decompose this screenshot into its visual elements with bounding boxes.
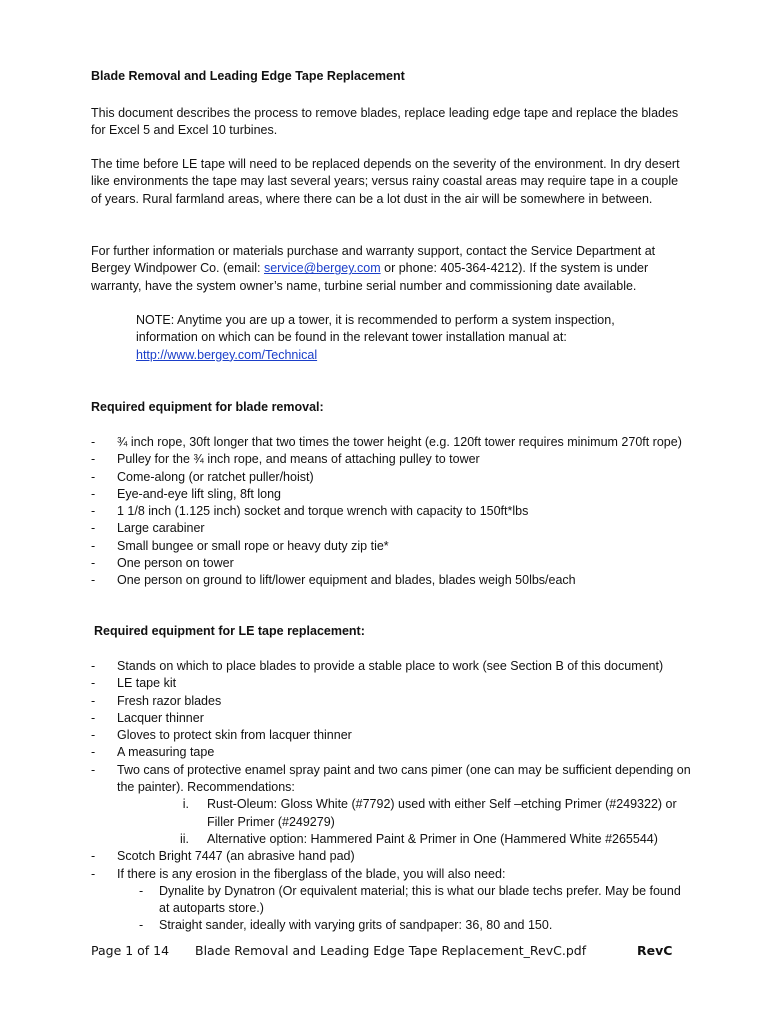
list-item: [91, 866, 691, 935]
recommendation-number: i.: [182, 797, 189, 812]
note-block: [136, 312, 676, 364]
note-text: NOTE: Anytime you are up a tower, it is recommended to perform a system inspection, information on which can be found in the relevant tower installation manual at:: [136, 313, 615, 345]
list-item: - Pulley for the ¾ inch rope, and means of attaching pulley to tower: [91, 451, 691, 468]
contact-paragraph: [91, 243, 691, 295]
contact-text-after: or phone: 405-364-4212). If the system is under warranty, have the system owner’s name, turbine serial number and commissioning date available.: [91, 261, 649, 293]
paint-item-text: Two cans of protective enamel spray paint and two cans pimer (one can may be sufficient depending on the painter). Recommendations:: [117, 762, 691, 795]
list-item: - Gloves to protect skin from lacquer thinner: [91, 727, 691, 744]
list-item: - A measuring tape: [91, 744, 691, 761]
service-email-link[interactable]: service@bergey.com: [263, 261, 381, 276]
list-item: - Lacquer thinner: [91, 710, 691, 727]
document-title: Blade Removal and Leading Edge Tape Replacement: [91, 69, 405, 83]
list-item: - Large carabiner: [91, 520, 691, 537]
footer-page-number: Page 1 of 14: [91, 943, 170, 958]
list-item: - Stands on which to place blades to provide a stable place to work (see Section B of this document): [91, 658, 691, 675]
erosion-sub-item: - Dynalite by Dynatron (Or equivalent material; this is what our blade techs prefer. May be found at autoparts store.): [139, 883, 681, 916]
removal-equipment-list: [91, 434, 691, 590]
recommendation-text: Rust-Oleum: Gloss White (#7792) used with either Self –etching Primer (#249322) or Filler Primer (#249279): [207, 797, 677, 829]
footer-filename: Blade Removal and Leading Edge Tape Replacement_RevC.pdf: [195, 943, 587, 958]
recommendation-number: ii.: [179, 831, 189, 846]
list-item: - Fresh razor blades: [91, 693, 691, 710]
contact-text-before: For further information or materials purchase and warranty support, contact the Service Department at Bergey Windpower Co. (email:: [91, 244, 656, 276]
erosion-sub-item: - Straight sander, ideally with varying grits of sandpaper: 36, 80 and 150.: [139, 918, 553, 933]
recommendation-item: [117, 831, 691, 848]
list-item: [91, 762, 691, 848]
erosion-sub-item-text: Straight sander, ideally with varying grits of sandpaper: 36, 80 and 150.: [159, 918, 553, 933]
intro-paragraph: This document describes the process to remove blades, replace leading edge tape and replace the blades for Excel 5 and Excel 10 turbines.: [91, 106, 679, 138]
list-item: - Come-along (or ratchet puller/hoist): [91, 469, 691, 486]
erosion-sub-item-text: Dynalite by Dynatron (Or equivalent material; this is what our blade techs prefer. May be found at autoparts store.): [159, 883, 681, 916]
technical-link[interactable]: http://www.bergey.com/Technical: [136, 347, 318, 362]
erosion-item-text: If there is any erosion in the fiberglass of the blade, you will also need:: [117, 866, 506, 881]
list-item: - Small bungee or small rope or heavy duty zip tie*: [91, 538, 691, 555]
list-item: - One person on tower: [91, 555, 691, 572]
list-item: - LE tape kit: [91, 675, 691, 692]
tape-equipment-list: [91, 658, 691, 935]
recommendation-text: Alternative option: Hammered Paint & Primer in One (Hammered White #265544): [207, 831, 658, 846]
tape-heading: Required equipment for LE tape replacement:: [94, 624, 365, 638]
recommendation-item: [117, 796, 691, 831]
list-item: - One person on ground to lift/lower equipment and blades, blades weigh 50lbs/each: [91, 572, 691, 589]
list-item: - Eye-and-eye lift sling, 8ft long: [91, 486, 691, 503]
environment-paragraph: The time before LE tape will need to be replaced depends on the severity of the environment. In dry desert like environments the tape may last several years; versus rainy coastal areas may require tape in a couple of years. Rural farmland areas, where there can be a lot dust in the air will be somewhere in between.: [91, 157, 680, 206]
footer-revision: RevC: [637, 943, 673, 958]
list-item: - Scotch Bright 7447 (an abrasive hand pad): [91, 848, 691, 865]
removal-heading: Required equipment for blade removal:: [91, 400, 324, 414]
list-item: - ¾ inch rope, 30ft longer that two times the tower height (e.g. 120ft tower requires minimum 270ft rope): [91, 434, 691, 451]
list-item: - 1 1/8 inch (1.125 inch) socket and torque wrench with capacity to 150ft*lbs: [91, 503, 691, 520]
